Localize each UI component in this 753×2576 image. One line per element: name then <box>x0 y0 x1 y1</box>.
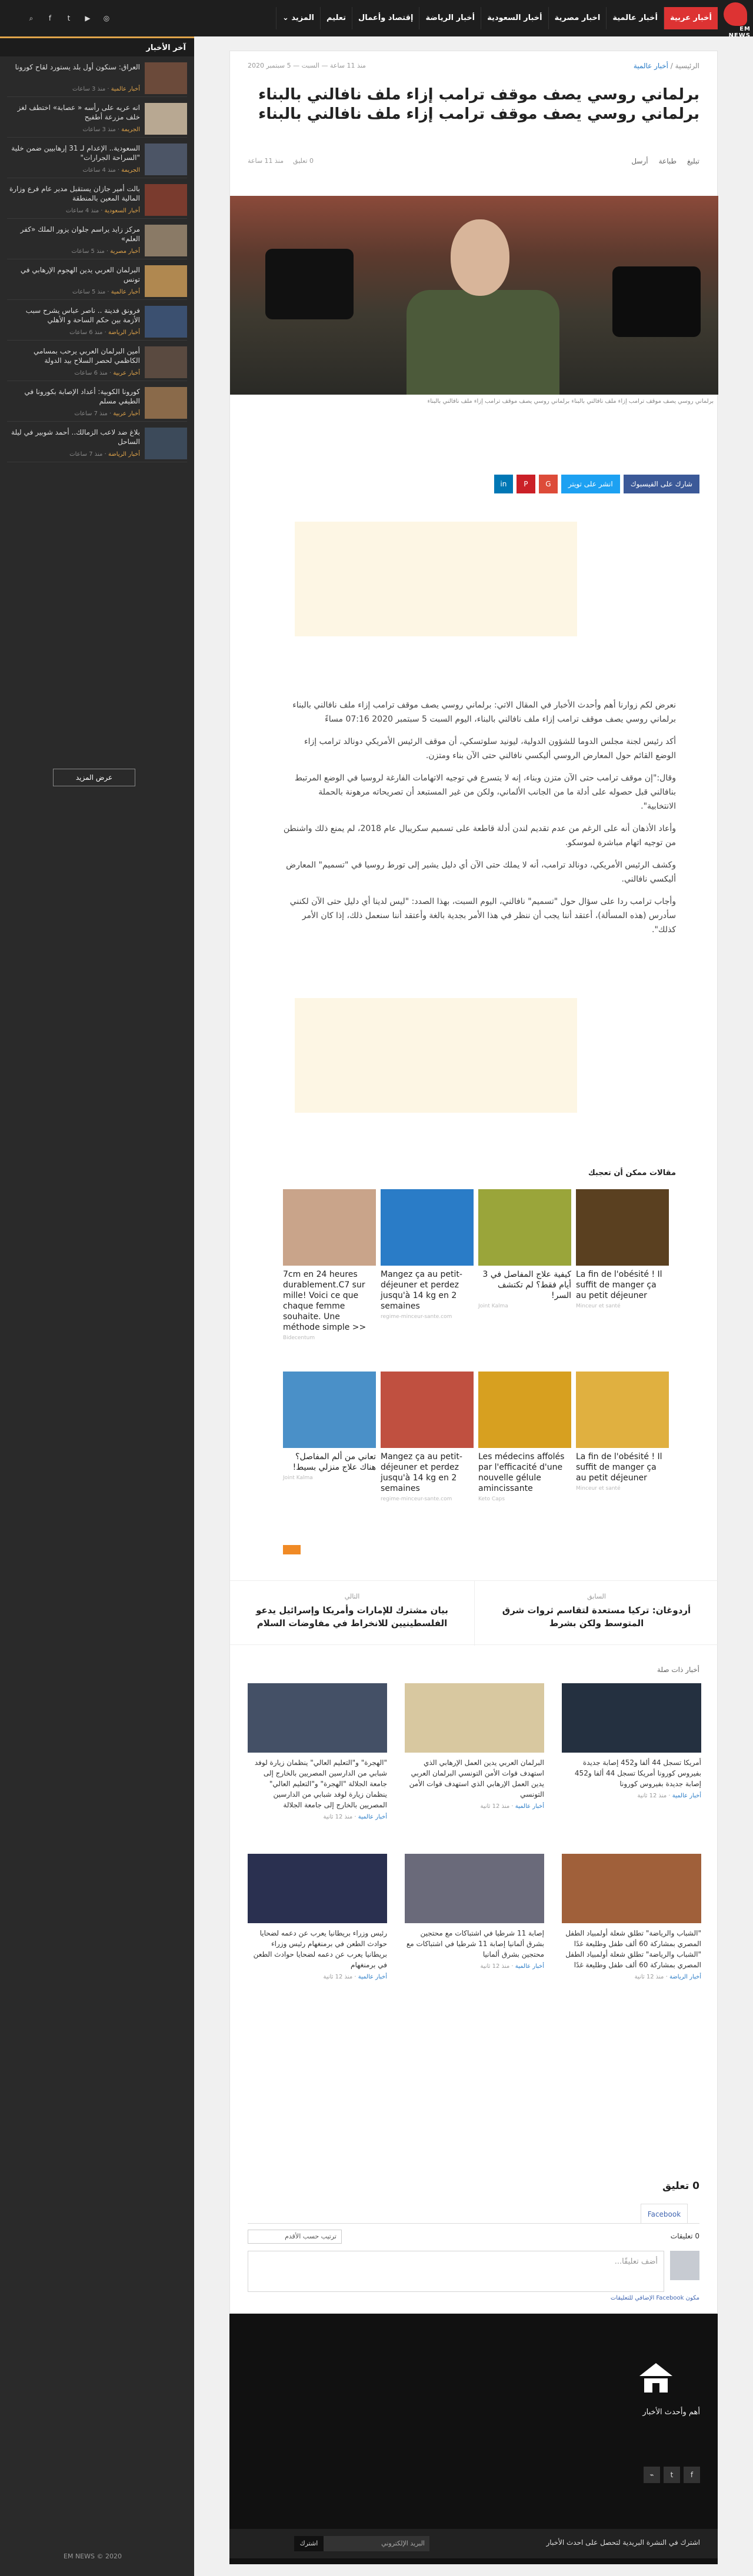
sidebar-news-item[interactable] <box>7 341 187 381</box>
related-card[interactable] <box>248 1683 387 1836</box>
nav-item[interactable]: أخبار الرياضة <box>419 7 481 29</box>
logo-mark-icon <box>724 2 747 26</box>
related-category[interactable]: أخبار عالمية <box>358 1814 387 1820</box>
prev-label: السابق <box>587 1593 606 1600</box>
news-time: منذ 4 ساعات <box>65 208 99 214</box>
related-category[interactable]: أخبار الرياضة <box>669 1974 701 1980</box>
sidebar-news-item[interactable] <box>7 56 187 97</box>
sidebar-news-meta: أخبار الرياضة · منذ 7 ساعات <box>69 451 140 458</box>
ad-slot-top[interactable] <box>295 522 577 636</box>
thumbnail[interactable] <box>145 225 187 256</box>
article-actions <box>631 157 699 165</box>
related-time: منذ 12 ثانية <box>323 1974 353 1980</box>
recommended-title-text[interactable]: Mangez ça au petit-déjeuner et perdez jusqu'à 14 kg en 2 semaines <box>381 1270 462 1311</box>
news-category[interactable]: أخبار عالمية <box>111 289 140 295</box>
latest-news-sidebar <box>0 36 194 2576</box>
related-time: منذ 12 ثانية <box>634 1974 664 1980</box>
article-body <box>283 698 676 945</box>
site-logo[interactable] <box>719 0 753 39</box>
sidebar-list <box>0 56 194 462</box>
recommended-source: Keto Caps <box>478 1496 505 1502</box>
article-title: برلماني روسي يصف موقف ترامب إزاء ملف نافالني بالبناء برلماني روسي يصف موقف ترامب إزاء ملف نافالني بالبناء <box>258 86 699 123</box>
newsletter-subscribe-button[interactable]: اشترك <box>294 2536 324 2551</box>
fb-plugin-link[interactable]: مكون Facebook الإضافي للتعليقات <box>610 2295 699 2301</box>
google-plus-icon[interactable]: G <box>539 475 558 493</box>
sidebar-news-meta: أخبار الرياضة · منذ 6 ساعات <box>69 329 140 336</box>
logo-text: EM NEWS <box>728 26 751 39</box>
related-category[interactable]: أخبار عالمية <box>515 1803 544 1810</box>
news-time: منذ 4 ساعات <box>82 167 116 173</box>
sidebar-news-item[interactable] <box>7 219 187 259</box>
top-header <box>0 0 753 39</box>
nav-item[interactable]: إقتصاد وأعمال <box>352 7 419 29</box>
sidebar-news-meta: الجريمة · منذ 3 ساعات <box>82 126 140 133</box>
next-prev-nav <box>230 1580 718 1645</box>
recommended-image[interactable] <box>283 1189 376 1266</box>
footer-socials <box>644 2467 700 2483</box>
tab-facebook[interactable]: Facebook <box>641 2204 688 2224</box>
twitter-icon[interactable]: t <box>664 2467 680 2483</box>
sidebar-news-title[interactable]: مركز زايد يراسم جلوان يزور الملك «كفر العلم» <box>20 225 140 243</box>
nav-item[interactable]: اخبار مصرية <box>548 7 607 29</box>
next-title: بيان مشترك للإمارات وأمريكا وإسرائيل يدعو الفلسطينيين للانخراط في مفاوضات السلام <box>256 1605 448 1629</box>
recommended-card[interactable] <box>283 1189 376 1354</box>
thumbnail[interactable] <box>145 265 187 297</box>
related-row <box>248 1683 701 1836</box>
article-time: منذ 11 ساعة <box>248 157 284 165</box>
show-more-button[interactable]: عرض المزيد <box>53 769 135 786</box>
news-category[interactable]: الجريمة <box>121 126 140 133</box>
related-card[interactable] <box>562 1683 701 1836</box>
comment-input[interactable]: أضف تعليقًا... <box>248 2251 664 2292</box>
share-facebook-button[interactable]: شارك على الفيسبوك <box>624 475 699 493</box>
camera-shape <box>265 249 354 319</box>
recommended-source: regime-minceur-sante.com <box>381 1314 452 1320</box>
avatar <box>670 2251 699 2280</box>
thumbnail[interactable] <box>145 387 187 419</box>
thumbnail[interactable] <box>145 306 187 338</box>
news-time: منذ 3 ساعات <box>82 126 116 133</box>
related-card[interactable] <box>405 1854 544 2007</box>
sidebar-news-item[interactable] <box>7 422 187 462</box>
recommended-card[interactable] <box>478 1189 571 1354</box>
recommended-image[interactable] <box>381 1372 474 1448</box>
search-icon[interactable]: ⌕ <box>29 14 34 22</box>
breadcrumb-home[interactable]: الرئيسية <box>675 62 699 70</box>
related-image[interactable] <box>405 1683 544 1753</box>
nav-item[interactable]: أخبار عربية <box>664 7 718 29</box>
recommended-source: Minceur et santé <box>576 1486 621 1491</box>
related-meta: أخبار عالمية · منذ 12 ثانية <box>323 1974 387 1980</box>
recommended-title-text[interactable]: La fin de l'obésité ! Il suffit de manger ça au petit déjeuner <box>576 1270 662 1300</box>
recommended-row <box>283 1189 671 1354</box>
recommended-title: مقالات ممكن أن تعجبك <box>588 1169 676 1177</box>
rss-icon[interactable]: ⌁ <box>644 2467 660 2483</box>
related-category[interactable]: أخبار عالمية <box>515 1963 544 1970</box>
linkedin-icon[interactable]: in <box>494 475 513 493</box>
article-paragraph: وأجاب ترامب ردا على سؤال حول "تسميم" نافالني، اليوم السبت، بهذا الصدد: "ليس لدينا أي دليل حتى الآن لكنني سأدرس (هذه المسألة)، أعتقد أننا يجب أن ننظر في هذا الأمر بجدية بالغة وأعتقد أننا سنعمل ذلك، إذا كان الأمر كذلك". <box>289 897 676 935</box>
main-nav <box>276 7 718 29</box>
hero-image <box>230 196 718 395</box>
comment-count[interactable]: 0 تعليق <box>293 157 314 165</box>
sidebar-news-item[interactable] <box>7 138 187 178</box>
recommended-image[interactable] <box>576 1372 669 1448</box>
related-card[interactable] <box>405 1683 544 1836</box>
news-category[interactable]: أخبار السعودية <box>104 208 140 214</box>
article-meta <box>248 157 314 165</box>
recommended-title-text[interactable]: Les médecins affolés par l'efficacité d'une nouvelle gélule amincissante <box>478 1452 565 1493</box>
thumbnail[interactable] <box>145 184 187 216</box>
recommended-title-text[interactable]: La fin de l'obésité ! Il suffit de manger ça au petit déjeuner <box>576 1452 662 1483</box>
news-time: منذ 6 ساعات <box>74 370 108 376</box>
related-category[interactable]: أخبار عالمية <box>672 1793 701 1799</box>
person-body-shape <box>407 290 559 395</box>
thumbnail[interactable] <box>145 346 187 378</box>
news-time: منذ 3 ساعات <box>72 86 106 92</box>
send-button[interactable]: أرسل <box>631 157 648 165</box>
related-meta: أخبار عالمية · منذ 12 ثانية <box>637 1793 701 1799</box>
article-paragraph: وأعاد الأذهان أنه على الرغم من عدم تقديم لندن أدلة قاطعة على تسميم سكريبال عام 2018، لم يمنع ذلك واشنطن من توجيه اتهام مباشرة لموسكو. <box>283 824 676 847</box>
pinterest-icon[interactable]: P <box>517 475 535 493</box>
sidebar-news-item[interactable] <box>7 178 187 219</box>
person-face-shape <box>451 219 509 296</box>
article-paragraph: وقال:"إن موقف ترامب حتى الآن متزن وبناء، إنه لا يتسرع في توجيه الاتهامات الفارغة لروسيا في الوضع المرتبط بنافالني قبل حصوله على أدلة ما من الجانب الألماني، ولكن من غير المستبعد أن تصريحاته مرهونة بالحملة الانتخابية". <box>294 773 676 811</box>
facebook-comments <box>248 2204 699 2304</box>
breadcrumb-separator: / <box>668 62 673 70</box>
related-meta: أخبار الرياضة · منذ 12 ثانية <box>634 1974 701 1980</box>
recommended-row <box>283 1372 671 1536</box>
recommended-card[interactable] <box>381 1189 474 1354</box>
sidebar-news-item[interactable] <box>7 300 187 341</box>
newsletter-email-input[interactable]: البريد الإلكتروني <box>324 2536 429 2551</box>
recommended-source: regime-minceur-sante.com <box>381 1496 452 1502</box>
sidebar-news-title[interactable]: انه عريه على رأسه « عصابة» اختطف لغز خلف مزرعة أطفيح <box>17 104 140 121</box>
thumbnail[interactable] <box>145 62 187 94</box>
news-time: منذ 7 ساعات <box>69 451 103 458</box>
news-time: منذ 5 ساعات <box>72 289 106 295</box>
sidebar-news-item[interactable] <box>7 97 187 138</box>
recommended-card[interactable] <box>576 1372 669 1536</box>
share-bar <box>494 475 699 493</box>
recommended-card[interactable] <box>576 1189 669 1354</box>
newsletter-text: اشترك في النشرة البريدية لتحصل على احدث الأخبار <box>546 2538 700 2547</box>
article-dates: منذ 11 ساعة — السبت — 5 سبتمبر 2020 <box>248 62 366 69</box>
news-category[interactable]: الجريمة <box>121 167 140 173</box>
sidebar-news-meta: أخبار السعودية · منذ 4 ساعات <box>65 208 140 214</box>
related-time: منذ 12 ثانية <box>480 1803 510 1810</box>
related-image[interactable] <box>248 1854 387 1923</box>
recommended-image[interactable] <box>576 1189 669 1266</box>
recommended-card[interactable] <box>381 1372 474 1536</box>
related-time: منذ 12 ثانية <box>323 1814 353 1820</box>
sidebar-news-title[interactable]: العراق: سنكون أول بلد يستورد لقاح كورونا <box>15 63 140 71</box>
related-title-text[interactable]: إصابة 11 شرطيا في اشتباكات مع محتجين بشرق ألمانيا إصابة 11 شرطيا في اشتباكات مع محتجين بشرق ألمانيا <box>406 1929 544 1958</box>
nav-item[interactable]: المزيد ⌄ <box>276 7 320 29</box>
sidebar-news-meta: الجريمة · منذ 4 ساعات <box>82 167 140 173</box>
sidebar-news-title[interactable]: بلاغ ضد لاعب الزمالك.. أحمد شوبير في ليلة الساحل <box>11 428 140 446</box>
related-title-text[interactable]: "الهجرة" و"التعليم العالي" ينظمان زيارة لوفد شبابي من الدارسين المصريين بالخارج إلى جامعة الجلالة "الهجرة" و"التعليم العالي" ينظمان زيارة لوفد شبابي من الدارسين المصريين بالخارج إلى جامعة الجلالة <box>254 1759 387 1809</box>
camera-shape <box>612 266 701 337</box>
copyright: EM NEWS © 2020 <box>64 2552 122 2560</box>
related-image[interactable] <box>562 1854 701 1923</box>
related-title-text[interactable]: "الشباب والرياضة" تطلق شعلة أولمبياد الطفل المصري بمشاركة 60 ألف طفل وطليعة غدًا "الشباب والرياضة" تطلق شعلة أولمبياد الطفل المصري بمشاركة 60 ألف طفل وطليعة غدًا <box>565 1929 701 1969</box>
facebook-icon[interactable]: f <box>684 2467 700 2483</box>
recommended-source: Joint Kalma <box>283 1475 313 1481</box>
recommended-card[interactable] <box>478 1372 571 1536</box>
related-meta: أخبار عالمية · منذ 12 ثانية <box>480 1963 544 1970</box>
article-paragraph: أكد رئيس لجنة مجلس الدوما للشؤون الدولية، ليونيد سلوتسكي، أن موقف الرئيس الأمريكي دونالد ترامب إزاء الوضع القائم حول المعارض الروسي أليكسي نافالني حتى الآن بناء ومتزن. <box>304 737 676 760</box>
sidebar-news-title[interactable]: البرلمان العربي يدين الهجوم الإرهابي في تونس <box>20 266 140 283</box>
related-time: منذ 12 ثانية <box>480 1963 510 1970</box>
recommended-source: Minceur et santé <box>576 1303 621 1309</box>
related-image[interactable] <box>405 1854 544 1923</box>
recommended-title-text[interactable]: كيفية علاج المفاصل في 3 أيام فقط؟ لم تكتشف السر! <box>482 1270 571 1300</box>
ad-slot-middle[interactable] <box>295 998 577 1113</box>
prev-title: أردوغان: تركيا مستعدة لتقاسم ثروات شرق المتوسط ولكن بشرط <box>502 1605 691 1629</box>
nav-item[interactable]: أخبار السعودية <box>481 7 548 29</box>
print-button[interactable]: طباعة <box>658 157 677 165</box>
news-time: منذ 6 ساعات <box>69 329 103 336</box>
sidebar-news-item[interactable] <box>7 381 187 422</box>
related-row <box>248 1854 701 2007</box>
breadcrumb-category[interactable]: أخبار عالمية <box>633 62 668 70</box>
news-category[interactable]: أخبار الرياضة <box>108 329 140 336</box>
comments-count: 0 تعليقات <box>670 2232 699 2240</box>
thumbnail[interactable] <box>145 144 187 175</box>
thumbnail[interactable] <box>145 103 187 135</box>
divider <box>248 2223 699 2224</box>
related-time: منذ 12 ثانية <box>637 1793 667 1799</box>
related-meta: أخبار عالمية · منذ 12 ثانية <box>480 1803 544 1810</box>
next-label: التالي <box>344 1593 360 1600</box>
recommended-title-text[interactable]: Mangez ça au petit-déjeuner et perdez jusqu'à 14 kg en 2 semaines <box>381 1452 462 1493</box>
related-card[interactable] <box>562 1854 701 2007</box>
sidebar-title: آخر الأخبار <box>0 36 194 56</box>
recommended-image[interactable] <box>478 1372 571 1448</box>
news-time: منذ 5 ساعات <box>71 248 105 255</box>
related-title-text[interactable]: البرلمان العربي يدين العمل الإرهابي الذي استهدف قوات الأمن التونسي البرلمان العربي يدين العمل الإرهابي الذي استهدف قوات الأمن التونسي <box>409 1759 544 1798</box>
newsletter-bar <box>229 2529 718 2558</box>
comments-title: 0 تعليق <box>662 2180 699 2192</box>
sidebar-news-meta: أخبار مصرية · منذ 5 ساعات <box>71 248 140 255</box>
related-card[interactable] <box>248 1854 387 2007</box>
sidebar-news-title[interactable]: فرونق فدينة .. ناصر عباس يشرح سبب الأزمة بين حكم الساحة و الأهلي <box>25 306 140 324</box>
recommended-title-text[interactable]: 7cm en 24 heures durablement.C7 sur mille! Voici ce que chaque femme souhaite. Une méthode simple >> <box>283 1270 366 1332</box>
taboola-icon[interactable] <box>283 1545 301 1554</box>
sidebar-news-title[interactable]: أمين البرلمان العربي يرحب بمسامي الكاظمي لحصر السلاح بيد الدولة <box>33 347 140 365</box>
recommended-card[interactable] <box>283 1372 376 1536</box>
sidebar-news-meta: أخبار عالمية · منذ 5 ساعات <box>72 289 140 295</box>
footer <box>229 2314 718 2564</box>
instagram-icon[interactable]: ◎ <box>103 14 110 22</box>
recommended-image[interactable] <box>283 1372 376 1448</box>
recommended-image[interactable] <box>478 1189 571 1266</box>
recommended-source: Bidecentum <box>283 1335 315 1341</box>
share-twitter-button[interactable]: انشر على تويتر <box>561 475 620 493</box>
nav-item[interactable]: تعليم <box>320 7 352 29</box>
image-caption: برلماني روسي يصف موقف ترامب إزاء ملف نافالني بالبناء برلماني روسي يصف موقف ترامب إزاء ملف نافالني بالبناء <box>427 398 714 405</box>
sidebar-news-meta: أخبار عربية · منذ 7 ساعات <box>74 411 140 417</box>
article-paragraph: وكشف الرئيس الأمريكي، دونالد ترامب، أنه لا يملك حتى الآن أي دليل يشير إلى تورط روسيا في "تسميم" المعارض أليكسي نافالني. <box>286 860 676 884</box>
prev-article[interactable] <box>474 1581 718 1646</box>
footer-tagline: أهم وأحدث الأخبار <box>642 2408 700 2417</box>
sort-select[interactable]: ترتيب حسب الأقدم <box>248 2230 342 2244</box>
facebook-icon[interactable]: f <box>48 14 52 22</box>
article-container <box>229 51 718 2314</box>
recommended-source: Joint Kalma <box>478 1303 508 1309</box>
related-image[interactable] <box>248 1683 387 1753</box>
news-time: منذ 7 ساعات <box>74 411 108 417</box>
next-article[interactable] <box>230 1581 474 1646</box>
related-meta: أخبار عالمية · منذ 12 ثانية <box>323 1814 387 1820</box>
sidebar-news-meta: أخبار عربية · منذ 6 ساعات <box>74 370 140 376</box>
article-paragraph: نعرض لكم زوارنا أهم وأحدث الأخبار في المقال الاتي: برلماني روسي يصف موقف ترامب إزاء ملف نافالني بالبناء برلماني روسي يصف موقف ترامب إزاء ملف نافالني بالبناء، اليوم السبت 5 سبتمبر 2020 07:16 مساءً <box>292 700 676 724</box>
footer-logo-icon <box>638 2361 674 2396</box>
thumbnail[interactable] <box>145 428 187 459</box>
report-button[interactable]: تبليغ <box>687 157 699 165</box>
sidebar-news-title[interactable]: السعودية.. الإعدام لـ 31 إرهابيين ضمن خلية "السراحة الجرارات" <box>11 144 140 162</box>
sidebar-news-item[interactable] <box>7 259 187 300</box>
recommended-title-text[interactable]: تعاني من ألم المفاصل؟ هناك علاج منزلي بسيط! <box>292 1452 376 1472</box>
breadcrumb <box>634 62 699 70</box>
news-category[interactable]: أخبار عربية <box>113 370 140 376</box>
news-category[interactable]: أخبار عالمية <box>111 86 140 92</box>
recommended-image[interactable] <box>381 1189 474 1266</box>
related-title-text[interactable]: رئيس وزراء بريطانيا يعرب عن دعمه لضحايا حوادث الطعن في برمنغهام رئيس وزراء بريطانيا يعرب عن دعمه لضحايا حوادث الطعن في برمنغهام <box>253 1929 387 1969</box>
related-category[interactable]: أخبار عالمية <box>358 1974 387 1980</box>
youtube-icon[interactable]: ▶ <box>85 14 91 22</box>
sidebar-news-title[interactable]: بالت أمير جازان يستقبل مدير عام فرع وزارة المالية المعين بالمنطقة <box>9 185 140 202</box>
news-category[interactable]: أخبار مصرية <box>110 248 140 255</box>
nav-item[interactable]: أخبار عالمية <box>606 7 664 29</box>
news-category[interactable]: أخبار عربية <box>113 411 140 417</box>
header-socials <box>24 7 114 29</box>
related-image[interactable] <box>562 1683 701 1753</box>
related-title: أخبار ذات صلة <box>657 1666 699 1674</box>
news-category[interactable]: أخبار الرياضة <box>108 451 140 458</box>
sidebar-news-title[interactable]: كورونا الكوبية: أعداد الإصابة بكورونا في الطيفي مسلم <box>24 388 140 405</box>
sidebar-news-meta: أخبار عالمية · منذ 3 ساعات <box>72 86 140 92</box>
twitter-icon[interactable]: t <box>67 14 71 22</box>
related-title-text[interactable]: أمريكا تسجل 44 ألفا و452 إصابة جديدة بفيروس كورونا أمريكا تسجل 44 ألفا و452 إصابة جديدة بفيروس كورونا <box>574 1759 701 1788</box>
